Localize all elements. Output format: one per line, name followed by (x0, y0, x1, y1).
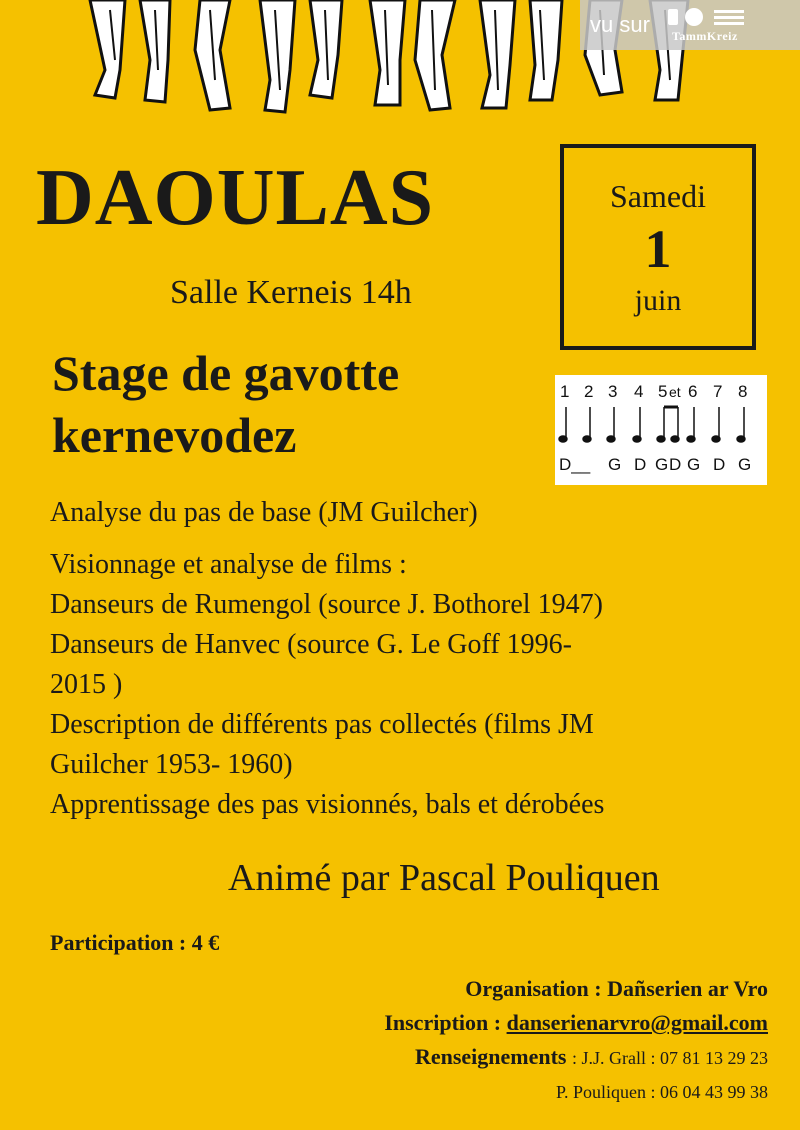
rhythm-count: 7 (713, 382, 723, 401)
watermark-brand: TammKreiz (672, 28, 738, 43)
date-day: Samedi (610, 178, 706, 214)
date-month: juin (634, 284, 682, 317)
organisation-value: Dañserien ar Vro (607, 976, 768, 1001)
rhythm-step: D (713, 455, 726, 474)
inscription-label: Inscription : (384, 1010, 502, 1035)
rhythm-count: 8 (738, 382, 748, 401)
animator-line: Animé par Pascal Pouliquen (228, 857, 660, 899)
rhythm-step: G (687, 455, 701, 474)
rhythm-count: 3 (608, 382, 618, 401)
stage-title-line-2: kernevodez (52, 407, 297, 463)
rhythm-step: G (655, 455, 669, 474)
rhythm-count: 5 (658, 382, 668, 401)
program-line: Guilcher 1953- 1960) (50, 749, 293, 780)
rhythm-step: G (608, 455, 622, 474)
participation-fee: Participation : 4 € (50, 930, 220, 955)
program-line: 2015 ) (50, 669, 123, 700)
tammkreiz-logo-icon (660, 7, 750, 29)
inscription-email-link[interactable]: danserienarvro@gmail.com (506, 1010, 768, 1035)
organisation-line (384, 972, 768, 1006)
rhythm-count: 6 (688, 382, 698, 401)
program-line: Apprentissage des pas visionnés, bals et dérobées (50, 789, 605, 820)
date-box (560, 144, 756, 350)
rhythm-count: 1 (560, 382, 570, 401)
tammkreiz-logo (660, 7, 750, 44)
renseignements-contact-2: P. Pouliquen : 06 04 43 99 38 (555, 1082, 768, 1102)
rhythm-count: 2 (584, 382, 594, 401)
renseignements-line (384, 1040, 768, 1075)
watermark-badge[interactable] (580, 0, 800, 50)
venue-time: Salle Kerneis 14h (170, 274, 412, 311)
program-line: Analyse du pas de base (JM Guilcher) (50, 497, 478, 528)
stage-title (52, 342, 399, 466)
inscription-line (384, 1006, 768, 1040)
organisation-label: Organisation : (465, 976, 602, 1001)
rhythm-count: et (669, 384, 681, 400)
rhythm-count: 4 (634, 382, 644, 401)
date-number: 1 (644, 219, 672, 279)
rhythm-step: D (634, 455, 647, 474)
rhythm-step: D__ (559, 455, 591, 474)
contact-block (384, 972, 768, 1109)
rhythm-step: D (669, 455, 682, 474)
rhythm-notes (559, 407, 745, 442)
program-description (50, 493, 770, 825)
town-title: DAOULAS (36, 154, 435, 242)
rhythm-notation (555, 375, 767, 485)
program-line: Danseurs de Rumengol (source J. Bothorel 1947) (50, 589, 603, 620)
rhythm-step: G (738, 455, 752, 474)
program-line: Description de différents pas collectés (films JM (50, 709, 594, 740)
renseignements-label: Renseignements (414, 1044, 567, 1069)
watermark-prefix: vu sur (590, 12, 650, 37)
program-line: Visionnage et analyse de films : (50, 549, 407, 580)
stage-title-line-1: Stage de gavotte (52, 345, 400, 401)
renseignements-contact-1: : J.J. Grall : 07 81 13 29 23 (572, 1048, 768, 1068)
program-line: Danseurs de Hanvec (source G. Le Goff 1996- (50, 629, 572, 660)
